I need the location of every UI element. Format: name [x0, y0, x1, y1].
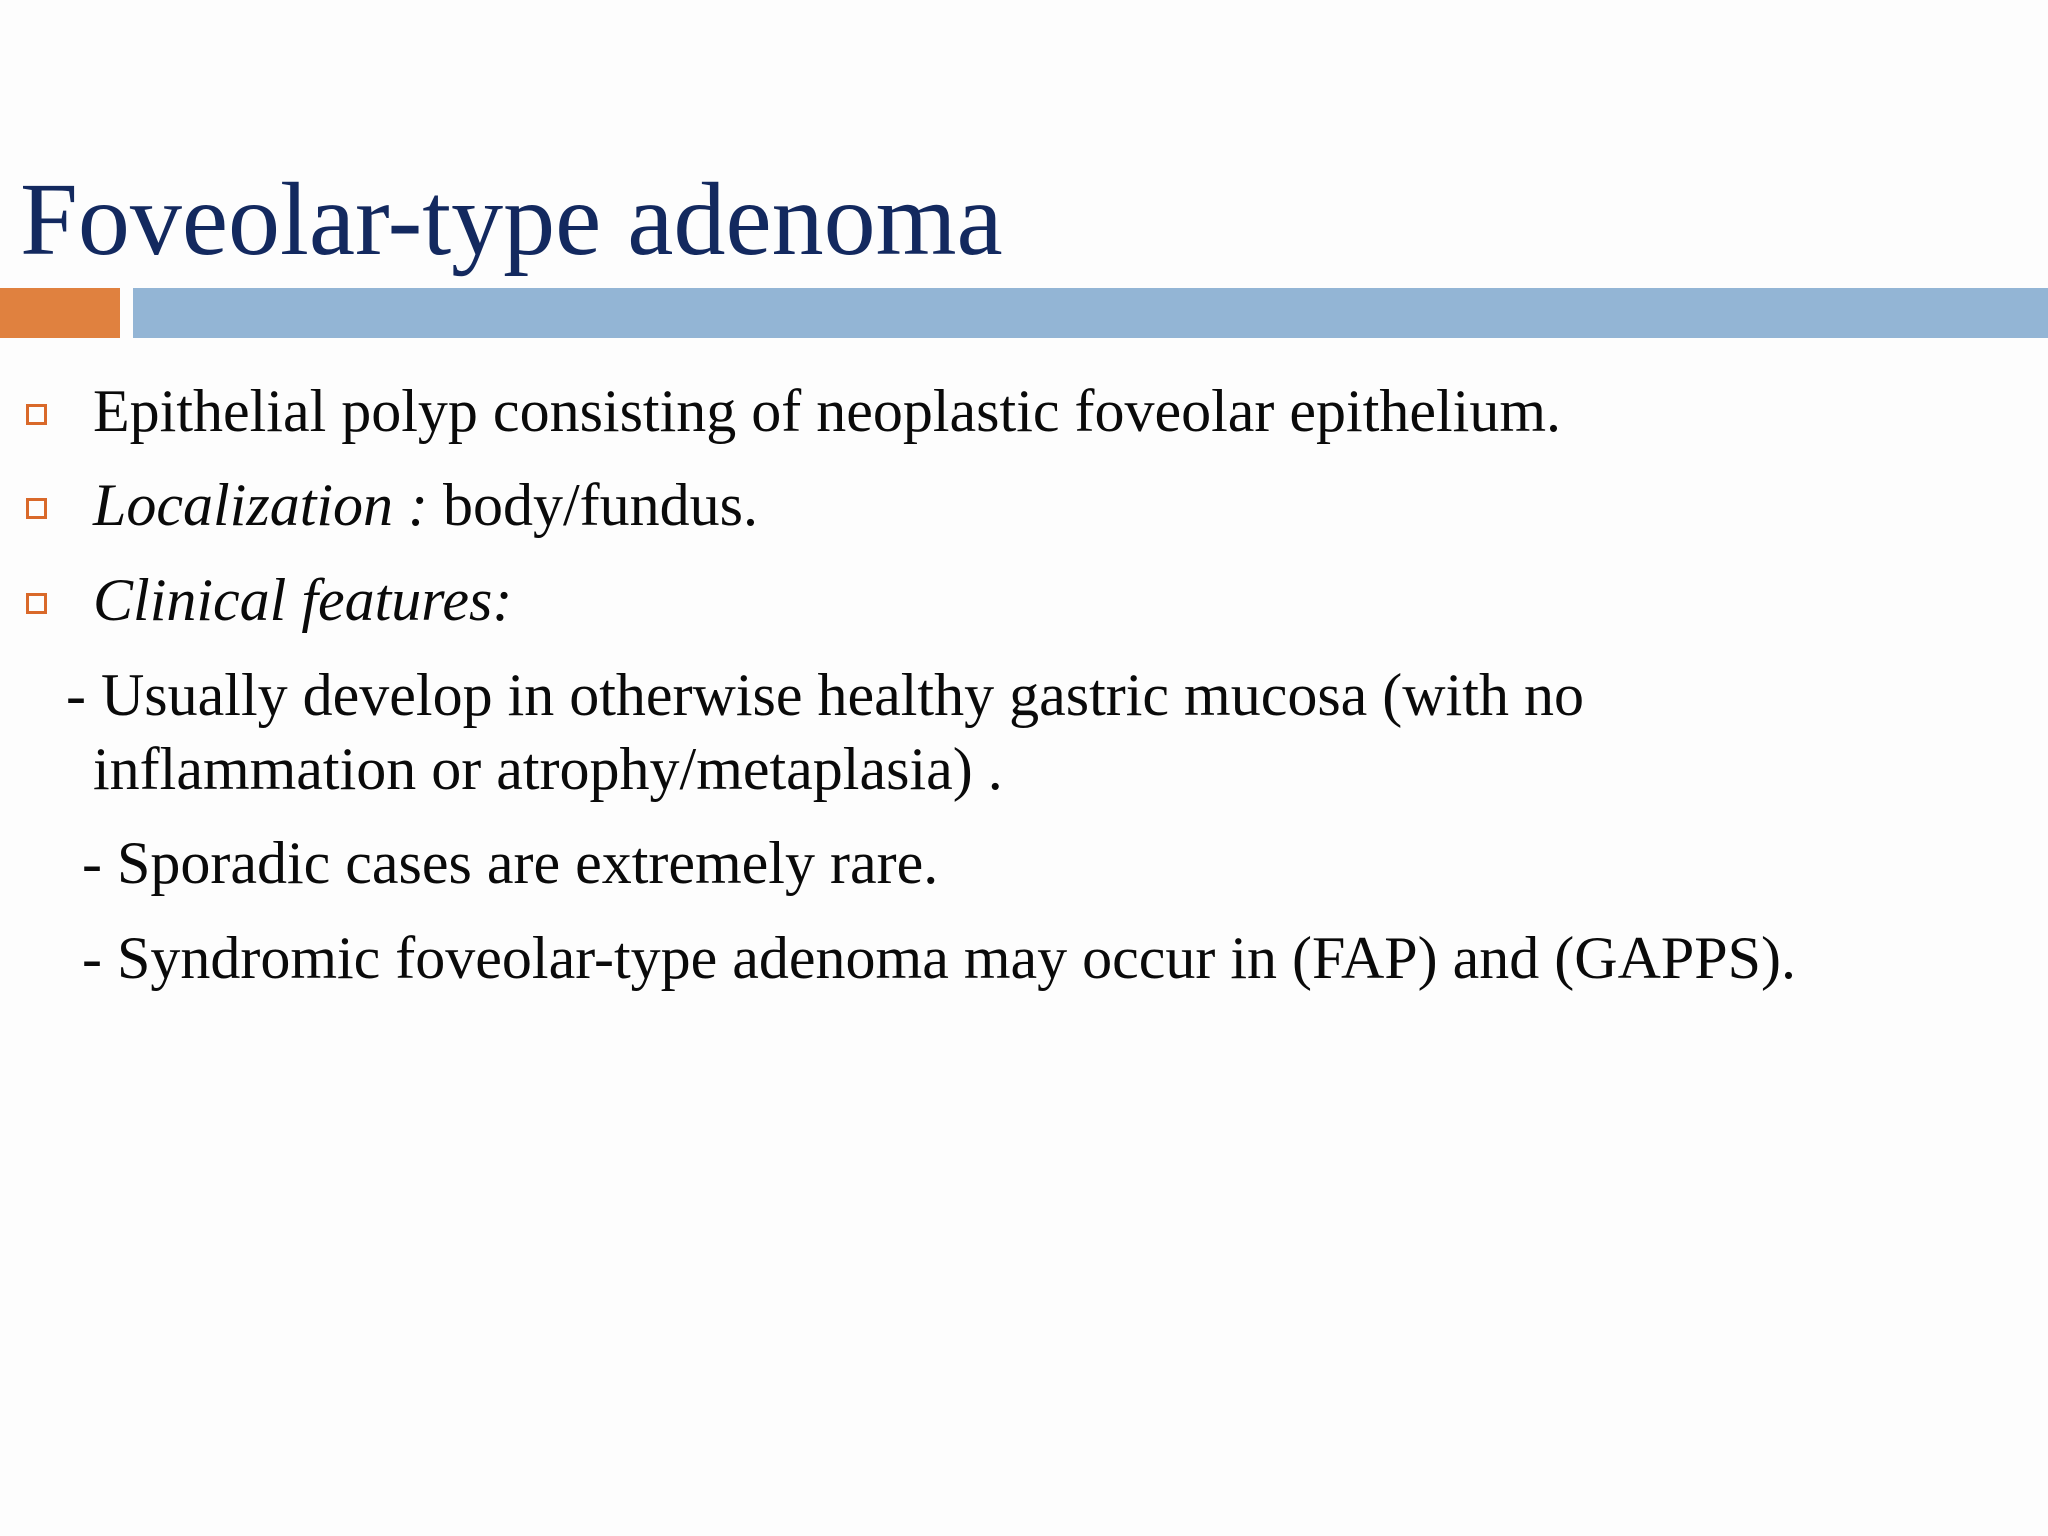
title-rule-bar — [133, 288, 2048, 338]
bullet-item-clinical-features — [93, 564, 512, 636]
sub-item-line: - Syndromic foveolar-type adenoma may occur in (FAP) and (GAPPS). — [82, 925, 1796, 991]
bullet-text: Epithelial polyp consisting of neoplastic foveolar epithelium. — [93, 378, 1562, 444]
square-bullet-icon — [26, 593, 47, 614]
sub-item-line: inflammation or atrophy/metaplasia) . — [93, 736, 1003, 802]
slide-title: Foveolar-type adenoma — [20, 162, 1003, 277]
bullet-item-definition — [93, 375, 1561, 447]
sub-item-line: - Usually develop in otherwise healthy gastric mucosa (with no — [66, 662, 1584, 728]
bullet-text: body/fundus. — [428, 472, 759, 538]
title-rule-accent — [0, 288, 120, 338]
bullet-label: Localization : — [93, 472, 429, 538]
bullet-label: Clinical features: — [93, 567, 513, 633]
square-bullet-icon — [26, 498, 47, 519]
bullet-item-localization — [93, 469, 758, 541]
sub-item-line: - Sporadic cases are extremely rare. — [82, 830, 939, 896]
square-bullet-icon — [26, 404, 47, 425]
